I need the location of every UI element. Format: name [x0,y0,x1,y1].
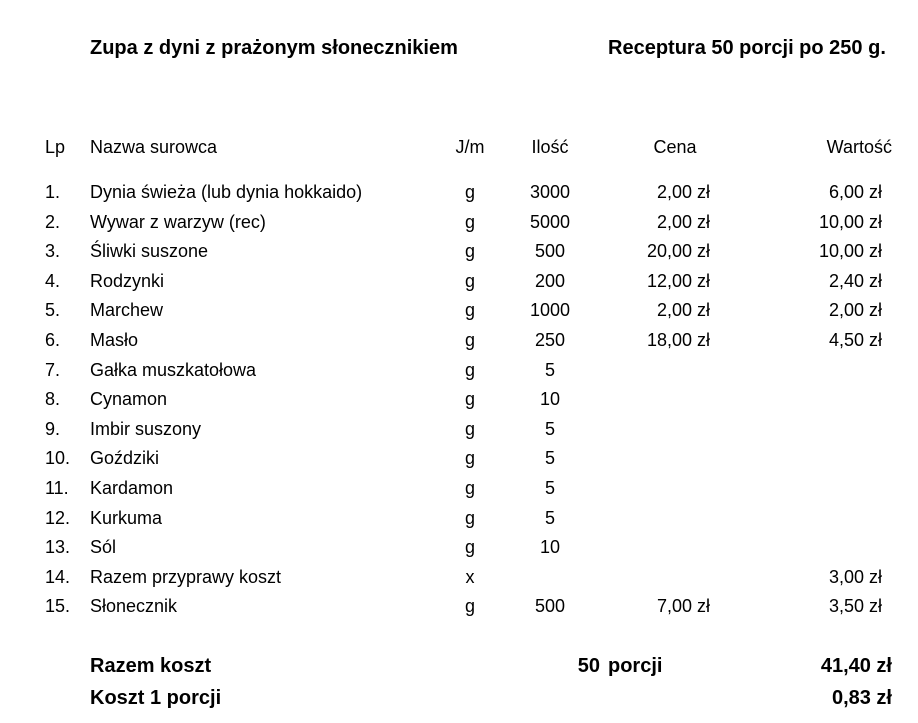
table-row [0,296,918,326]
per-portion-value: 0,83 zł [831,687,892,709]
row-unit: g [464,270,475,291]
portions-label: porcji [608,655,663,677]
row-qty: 3000 [529,182,571,202]
row-lp: 15. [45,596,71,617]
row-unit: g [464,389,475,410]
row-name: Cynamon [90,389,168,410]
row-unit: g [464,596,475,617]
table-row [0,237,918,267]
row-qty: 10 [539,389,561,410]
row-value: 10,00 zł [818,241,882,262]
recipe-info: Receptura 50 porcji po 250 g. [608,37,886,59]
row-price: 7,00 zł [656,596,710,617]
row-lp: 5. [45,300,61,321]
row-value: 4,50 zł [828,330,882,350]
row-qty: 10 [539,537,561,558]
row-name: Kardamon [90,478,174,498]
per-portion-label: Koszt 1 porcji [90,687,222,709]
row-value: 2,00 zł [828,300,882,321]
row-qty: 500 [534,241,566,262]
row-unit: g [464,418,475,439]
table-row [0,208,918,238]
row-unit: g [464,211,475,232]
row-lp: 4. [45,270,61,291]
row-qty: 250 [534,330,566,350]
row-price: 12,00 zł [646,270,710,291]
table-row [0,415,918,445]
row-value: 3,50 zł [828,596,882,617]
row-lp: 7. [45,359,61,380]
total-label: Razem koszt [90,655,212,677]
row-name: Śliwki suszone [90,241,209,262]
row-price: 2,00 zł [656,300,710,321]
row-value: 3,00 zł [828,566,882,587]
header-price: Cena [653,137,697,157]
row-name: Gałka muszkatołowa [90,359,257,380]
row-name: Imbir suszony [90,418,202,439]
row-value: 10,00 zł [818,211,882,232]
row-lp: 8. [45,389,61,410]
row-qty: 5 [544,478,555,498]
row-name: Goździki [90,448,160,469]
row-unit: g [464,448,475,469]
table-row [0,563,918,593]
row-qty: 5 [544,448,555,469]
portions-count: 50 [577,655,600,677]
row-qty: 5 [544,507,555,528]
row-price: 2,00 zł [656,182,710,202]
table-row [0,533,918,563]
row-price: 18,00 zł [646,330,710,350]
header-value: Wartość [826,137,892,157]
row-price: 20,00 zł [646,241,710,262]
header-unit: J/m [455,137,485,157]
row-lp: 12. [45,507,71,528]
row-price: 2,00 zł [656,211,710,232]
row-lp: 13. [45,537,71,558]
table-row [0,474,918,504]
row-qty: 1000 [529,300,571,321]
row-qty: 5000 [529,211,571,232]
row-name: Masło [90,330,139,350]
table-row [0,504,918,534]
row-name: Razem przyprawy koszt [90,566,282,587]
row-name: Wywar z warzyw (rec) [90,211,266,232]
table-row [0,267,918,297]
header-qty: Ilość [531,137,569,157]
row-unit: g [464,300,475,321]
row-unit: g [464,507,475,528]
row-lp: 2. [45,211,61,232]
row-qty: 5 [544,359,555,380]
row-name: Słonecznik [90,596,178,617]
row-name: Sól [90,537,117,558]
table-row [0,444,918,474]
row-qty: 5 [544,418,555,439]
row-lp: 1. [45,182,61,202]
row-value: 2,40 zł [828,270,882,291]
recipe-title: Zupa z dyni z prażonym słonecznikiem [90,37,458,59]
row-unit: g [464,359,475,380]
row-lp: 6. [45,330,61,350]
row-unit: g [464,537,475,558]
row-name: Rodzynki [90,270,165,291]
header-name: Nazwa surowca [90,137,218,157]
total-value: 41,40 zł [820,655,892,677]
row-lp: 9. [45,418,61,439]
table-row [0,385,918,415]
row-qty: 200 [534,270,566,291]
table-row [0,178,918,208]
row-name: Kurkuma [90,507,163,528]
row-qty: 500 [534,596,566,617]
row-unit: x [465,566,475,587]
row-unit: g [464,182,475,202]
row-lp: 3. [45,241,61,262]
table-row [0,592,918,622]
row-lp: 10. [45,448,71,469]
row-name: Marchew [90,300,164,321]
header-lp: Lp [45,137,66,157]
table-row [0,326,918,356]
row-unit: g [464,478,475,498]
table-row [0,356,918,386]
row-unit: g [464,330,475,350]
row-lp: 14. [45,566,71,587]
row-value: 6,00 zł [828,182,882,202]
row-unit: g [464,241,475,262]
row-lp: 11. [45,478,69,498]
row-name: Dynia świeża (lub dynia hokkaido) [90,182,363,202]
